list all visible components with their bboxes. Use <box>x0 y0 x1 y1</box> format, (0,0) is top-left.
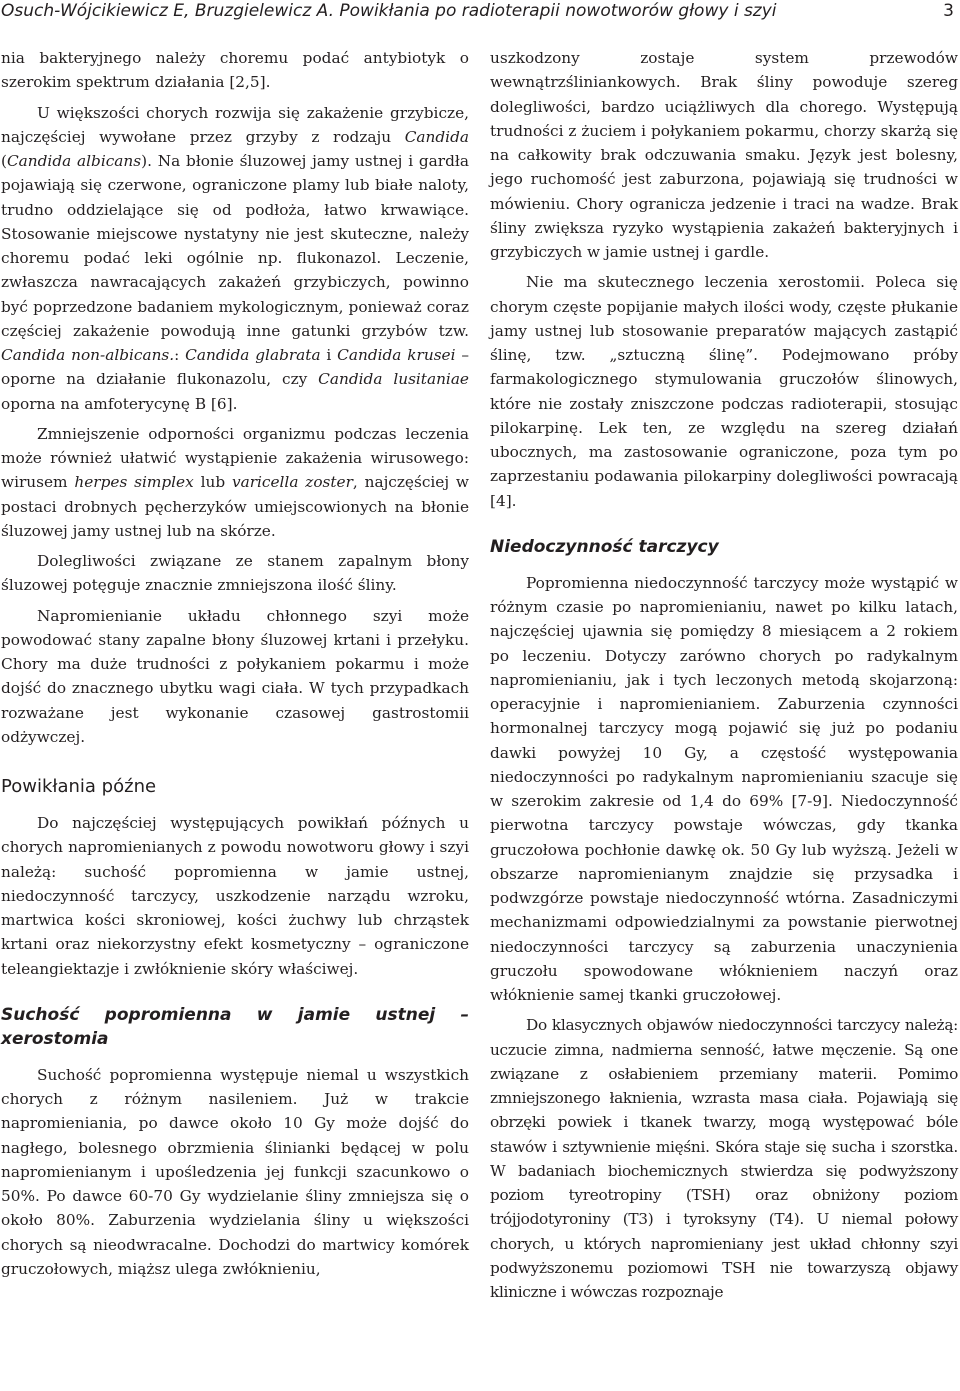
subsection-heading: Niedoczynność tarczycy <box>490 536 719 557</box>
right-column <box>490 46 958 1310</box>
left-column <box>1 46 469 1287</box>
running-header <box>0 0 960 30</box>
subsection-heading: Suchość popromienna w jamie ustnej – xerostomia <box>1 1004 469 1049</box>
section-heading: Powikłania późne <box>1 776 157 797</box>
species-name: Candida non-albicans. <box>1 346 175 364</box>
paragraph: Suchość popromienna występuje niemal u wszystkich chorych z różnym nasileniem. Już w trakcie napromieniania, po dawce około 10 Gy może dojść do nagłego, bolesnego obrzmienia ślinianki będącej w polu napromienianym i upośledzenia jej funkcji szacunkowo o 50%. Po dawce 60-70 Gy wydzielanie śliny zmniejsza się o około 80%. Zaburzenia wydzielania śliny u większości chorych są nieodwracalne. Dochodzi do martwicy komórek gruczołowych, miąższ ulega zwłóknieniu, <box>1 1065 469 1278</box>
paragraph-candida: U większości chorych rozwija się zakażenie grzybicze, najczęściej wywołane przez grzyby z rodzaju Candida (Candida albicans). Na błonie śluzowej jamy ustnej i gardła pojawiają się czerwone, ograniczone plamy lub białe naloty, trudno oddzielające się od podłoża, łatwo krwawiące. Stosowanie miejscowe nystatyny nie jest skuteczne, należy choremu podać leki ogólnie np. flukonazol. Leczenie, zwłaszcza nawracających zakażeń grzybiczych, powinno być poprzedzone badaniem mykologicznym, ponieważ coraz częściej zakażenie powodują inne gatunki grzybów tzw. Candida non-albicans.: Candida glabrata i Candida krusei – oporne na działanie flukonazolu, czy Candida lusitaniae oporna na amfoterycynę B [6]. <box>1 103 469 413</box>
paragraph: Napromienianie układu chłonnego szyi może powodować stany zapalne błony śluzowej krtani i przełyku. Chory ma duże trudności z połykaniem pokarmu i może dojść do znacznego ubytku wagi ciała. W tych przypadkach rozważane jest wykonanie czasowej gastrostomii odżywczej. <box>1 606 469 746</box>
paragraph: Do klasycznych objawów niedoczynności tarczycy należą: uczucie zimna, nadmierna senność, łatwe męczenie. Są one związane z osłabieniem przemiany materii. Pomimo zmniejszonego łaknienia, wzrasta masa ciała. Pojawiają się obrzęki powiek i tkanek twarzy, mogą występować bóle stawów i sztywnienie mięśni. Skóra staje się sucha i szorstka. W badaniach biochemicznych stwierdza się podwyższony poziom tyreotropiny (TSH) oraz obniżony poziom trójjodotyroniny (T3) i tyroksyny (T4). U niemal połowy chorych, u których napromieniany jest układ chłonny szyi podwyższonemu poziomowi TSH nie towarzyszą objawy kliniczne i wówczas rozpoznaje <box>490 1016 958 1301</box>
paragraph: Popromienna niedoczynność tarczycy może wystąpić w różnym czasie po napromienianiu, nawet po kilku latach, najczęściej ujawnia się pomiędzy 8 miesiącem a 2 rokiem po leczeniu. Dotyczy zarówno chorych po radykalnym napromienianiu, jak i tych leczonych metodą skojarzoną: operacyjnie i napromienianiem. Zaburzenia czynności hormonalnej tarczycy mogą pojawić się już po podaniu dawki powyżej 10 Gy, a częstość występowania niedoczynności po radykalnym napromienianiu szacuje się w szerokim zakresie od 1,4 do 69% [7-9]. Niedoczynność pierwotna tarczycy powstaje wówczas, gdy tkanka gruczołowa pochłonie dawkę ok. 50 Gy lub wyższą. Jeżeli w obszarze napromienianym znajdzie się przysadka i podwzgórze powstaje niedoczynność wtórna. Zasadniczymi mechanizmami odpowiedzialnymi za powstanie pierwotnej niedoczynności tarczycy są zaburzenia unaczynienia gruczołu spowodowane włóknieniem naczyń oraz włóknienie samej tkanki gruczołowej. <box>490 573 958 1004</box>
running-title: Osuch-Wójcikiewicz E, Bruzgielewicz A. Powikłania po radioterapii nowotworów głowy i szyi <box>1 1 777 21</box>
paragraph: Do najczęściej występujących powikłań późnych u chorych napromienianych z powodu nowotworu głowy i szyi należą: suchość popromienna w jamie ustnej, niedoczynność tarczycy, uszkodzenie narządu wzroku, martwica kości skroniowej, kości żuchwy lub chrząstek krtani oraz niekorzystny efekt kosmetyczny – ograniczone teleangiektazje i zwłóknienie skóry właściwej. <box>1 814 469 978</box>
species-name: Candida glabrata <box>185 346 321 364</box>
paragraph: uszkodzony zostaje system przewodów wewnątrzśliniankowych. Brak śliny powoduje szereg dolegliwości, bardzo uciążliwych dla chorego. Występują trudności z żuciem i połykaniem pokarmu, chorzy skarżą się na całkowity brak odczuwania smaku. Język jest bolesny, jego ruchomość jest zaburzona, pojawiają się trudności w mówieniu. Chory ogranicza jedzenie i traci na wadze. Brak śliny zwiększa ryzyko wystąpienia zakażeń bakteryjnych i grzybiczych w jamie ustnej i gardle. <box>490 49 958 261</box>
virus-name: varicella zoster <box>231 473 353 492</box>
paragraph: nia bakteryjnego należy choremu podać antybiotyk o szerokim spektrum działania [2,5]. <box>1 49 469 92</box>
species-name: Candida <box>404 127 469 146</box>
species-name: Candida lusitaniae <box>318 370 469 389</box>
paragraph: Dolegliwości związane ze stanem zapalnym błony śluzowej potęguje znacznie zmniejszona ilość śliny. <box>1 552 469 595</box>
paragraph-viral: Zmniejszenie odporności organizmu podczas leczenia może również ułatwić wystąpienie zakażenia wirusowego: wirusem herpes simplex lub varicella zoster, najczęściej w postaci drobnych pęcherzyków umiejscowionych na błonie śluzowej jamy ustnej lub na skórze. <box>1 424 470 540</box>
species-name: Candida krusei <box>337 346 456 364</box>
paragraph: Nie ma skutecznego leczenia xerostomii. Poleca się chorym częste popijanie małych ilości wody, częste płukanie jamy ustnej lub stosowanie preparatów mających zastąpić ślinę, tzw. „sztuczną ślinę”. Podejmowano próby farmakologicznego stymulowania gruczołów ślinowych, które nie zostały zniszczone podczas radioterapii, stosując pilokarpinę. Lek ten, ze względu na szereg działań ubocznych, ma zastosowanie ograniczone, poza tym po zaprzestaniu podawania pilokarpiny dolegliwości powracają [4]. <box>490 273 958 510</box>
page-number: 3 <box>943 1 954 21</box>
species-name: Candida albicans <box>6 152 142 170</box>
virus-name: herpes simplex <box>74 473 194 492</box>
